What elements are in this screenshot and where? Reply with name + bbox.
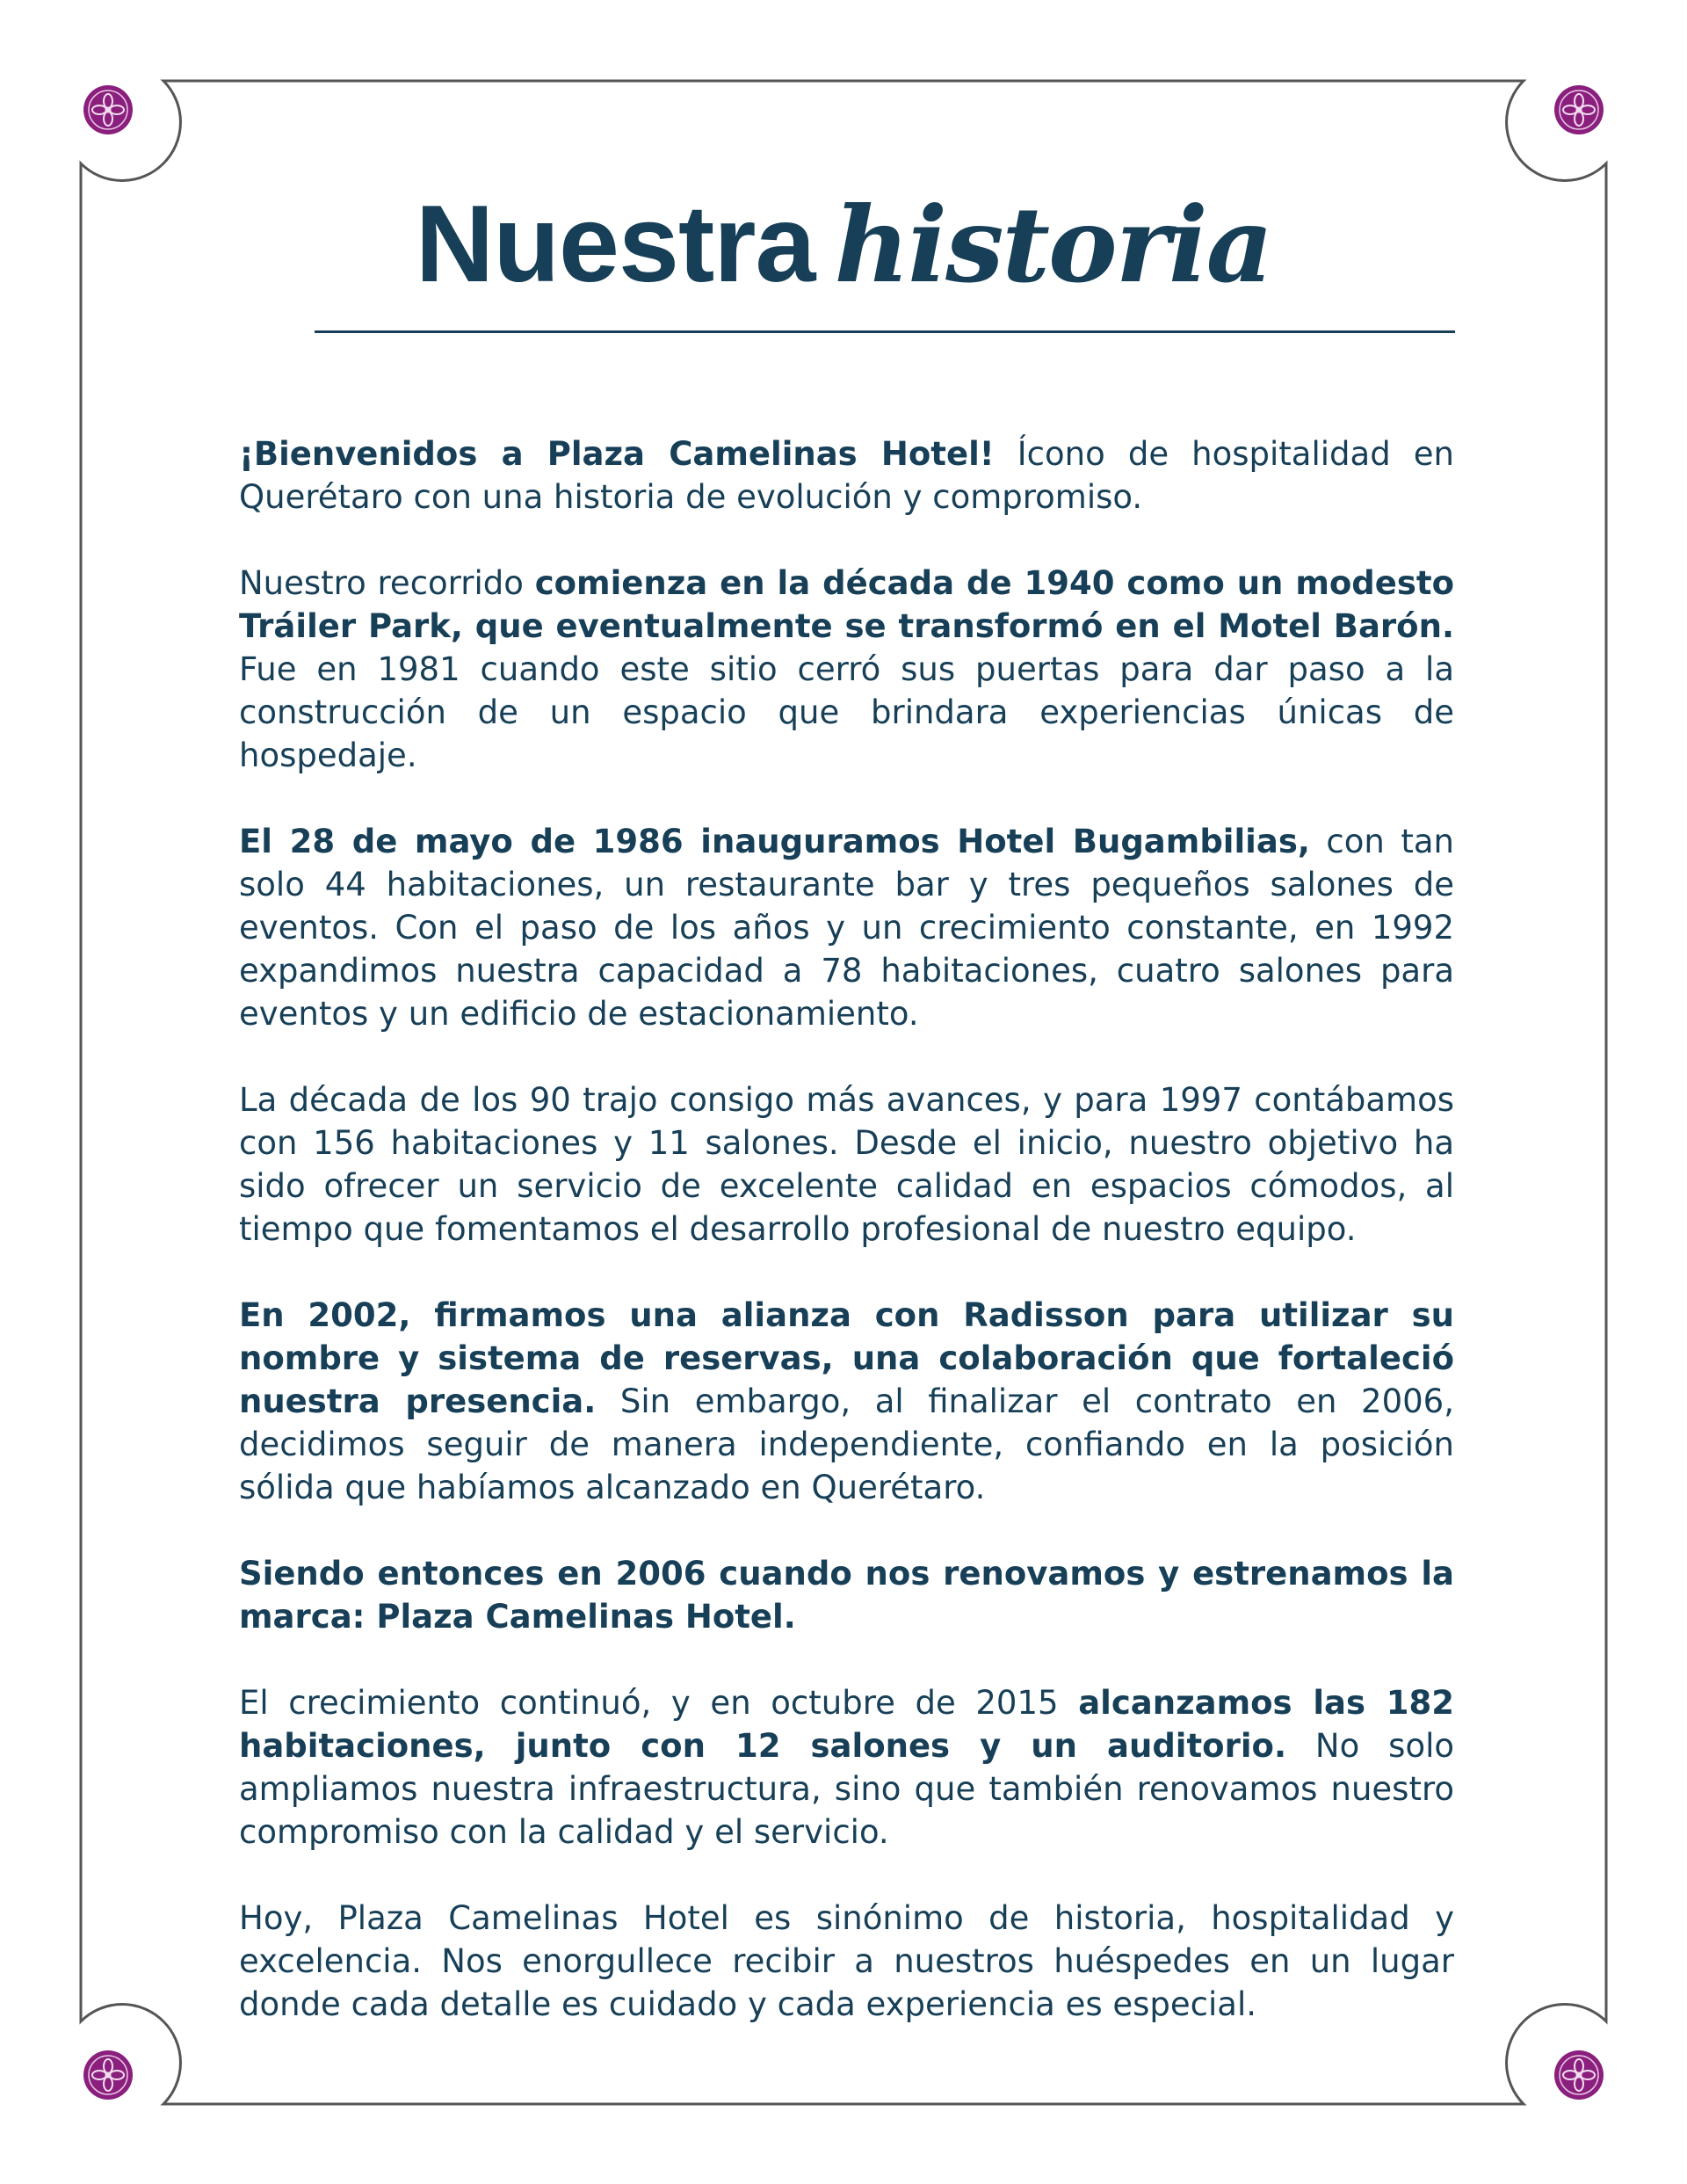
paragraph-bugambilias-bold: El 28 de mayo de 1986 inauguramos Hotel Bugambilias,: [239, 823, 1310, 860]
title-italic: historia: [834, 184, 1272, 306]
corner-ornament-top-right: [1553, 84, 1604, 135]
paragraph-today: [239, 1897, 1454, 2026]
paragraph-nineties: [239, 1078, 1454, 1251]
corner-ornament-top-left: [83, 84, 134, 135]
flower-medallion-icon: [1553, 2050, 1604, 2101]
paragraph-bugambilias-post: con tan solo 44 habitaciones, un restaurante bar y tres pequeños salones de eventos. Con el paso de los años y un crecimiento constante, en 1992 expandimos nuestra capacidad a 78 habitaciones, cuatro salones para eventos y un edificio de estacionamiento.: [239, 823, 1454, 1033]
flower-medallion-icon: [1553, 84, 1604, 135]
paragraph-welcome-bold: ¡Bienvenidos a Plaza Camelinas Hotel!: [239, 435, 995, 473]
paragraph-origins: [239, 562, 1454, 777]
paragraph-bugambilias: [239, 820, 1454, 1035]
corner-ornament-bottom-left: [83, 2050, 134, 2101]
paragraph-welcome: [239, 432, 1454, 519]
page-title: [0, 184, 1687, 306]
paragraph-welcome-text: Ícono de hospitalidad en Querétaro con una historia de evolución y compromiso.: [239, 435, 1454, 516]
paragraph-radisson: [239, 1294, 1454, 1509]
paragraph-radisson-bold: En 2002, firmamos una alianza con Radisson para utilizar su nombre y sistema de reservas, una colaboración que fortaleció nuestra presencia.: [239, 1296, 1454, 1420]
title-main: Nuestra: [415, 184, 815, 305]
paragraph-growth-pre: El crecimiento continuó, y en octubre de 2015: [239, 1684, 1079, 1722]
history-body: [239, 432, 1454, 2069]
paragraph-growth: [239, 1681, 1454, 1854]
paragraph-radisson-post: Sin embargo, al finalizar el contrato en 2006, decidimos seguir de manera independiente, confiando en la posición sólida que habíamos alcanzado en Querétaro.: [239, 1382, 1454, 1506]
paragraph-nineties-text: La década de los 90 trajo consigo más avances, y para 1997 contábamos con 156 habitaciones y 11 salones. Desde el inicio, nuestro objetivo ha sido ofrecer un servicio de excelente calidad en espacios cómodos, al tiempo que fomentamos el desarrollo profesional de nuestro equipo.: [239, 1081, 1454, 1248]
paragraph-today-text: Hoy, Plaza Camelinas Hotel es sinónimo de historia, hospitalidad y excelencia. Nos enorgullece recibir a nuestros huéspedes en un lugar donde cada detalle es cuidado y cada experiencia es especial.: [239, 1899, 1454, 2023]
corner-ornament-bottom-right: [1553, 2050, 1604, 2101]
paragraph-rebrand: [239, 1552, 1454, 1638]
paragraph-growth-bold: alcanzamos las 182 habitaciones, junto con 12 salones y un auditorio.: [239, 1684, 1454, 1765]
paragraph-rebrand-bold: Siendo entonces en 2006 cuando nos renovamos y estrenamos la marca: Plaza Camelinas Hotel.: [239, 1555, 1454, 1636]
paragraph-origins-bold: comienza en la década de 1940 como un modesto Tráiler Park, que eventualmente se transformó en el Motel Barón.: [239, 564, 1455, 645]
title-underline: [315, 330, 1455, 333]
flower-medallion-icon: [83, 84, 134, 135]
paragraph-origins-pre: Nuestro recorrido: [239, 564, 535, 602]
paragraph-origins-post: Fue en 1981 cuando este sitio cerró sus puertas para dar paso a la construcción de un espacio que brindara experiencias únicas de hospedaje.: [239, 650, 1454, 774]
paragraph-growth-post: No solo ampliamos nuestra infraestructura, sino que también renovamos nuestro compromiso con la calidad y el servicio.: [239, 1727, 1454, 1851]
flower-medallion-icon: [83, 2050, 134, 2101]
